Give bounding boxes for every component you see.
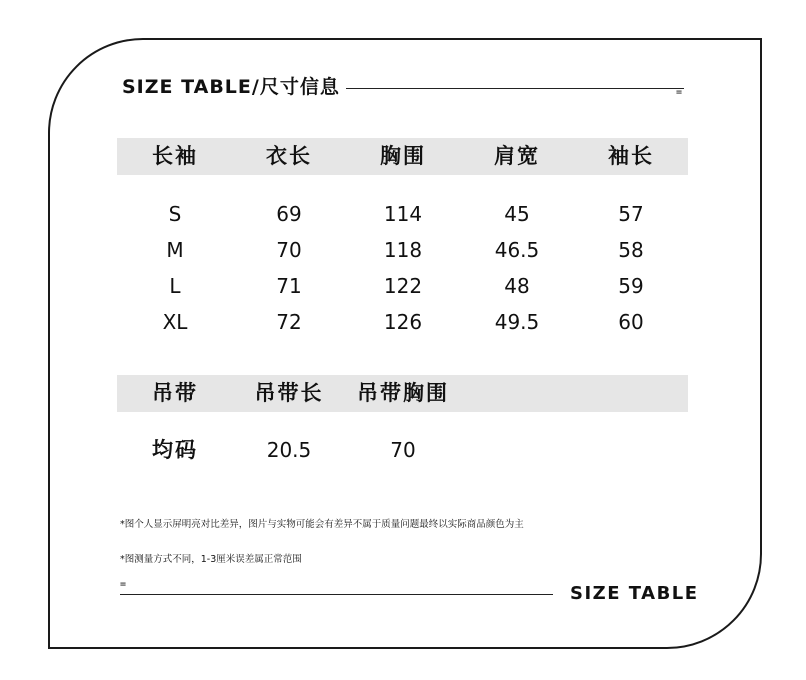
page-title: SIZE TABLE/尺寸信息: [122, 76, 340, 98]
value-cell: 126: [383, 310, 423, 334]
value-cell: 45: [504, 202, 530, 226]
size-cell: L: [169, 274, 181, 298]
value-cell: 59: [618, 274, 644, 298]
size-cell: XL: [162, 310, 188, 334]
value-cell: 122: [383, 274, 423, 298]
title-mark: =: [676, 87, 683, 98]
table2-header-cell: 吊带长: [254, 381, 324, 405]
value-cell: 57: [618, 202, 644, 226]
value-cell: 46.5: [494, 238, 540, 262]
value-cell: 48: [504, 274, 530, 298]
value-cell: 114: [383, 202, 423, 226]
value-cell: 69: [276, 202, 302, 226]
value-cell: 70: [276, 238, 302, 262]
table2-header-cell: 吊带胸围: [357, 381, 449, 405]
size-cell: S: [168, 202, 182, 226]
title-divider: [346, 88, 684, 89]
footer-mark: =: [120, 579, 127, 590]
table1-header-cell: 胸围: [380, 144, 426, 168]
value-cell: 20.5: [266, 438, 312, 462]
value-cell: 60: [618, 310, 644, 334]
value-cell: 49.5: [494, 310, 540, 334]
size-cell: 均码: [152, 438, 198, 462]
value-cell: 71: [276, 274, 302, 298]
note-display-difference: *图个人显示屏明亮对比差异，图片与实物可能会有差异不属于质量问题最终以实际商品颜色为主: [120, 519, 524, 530]
size-cell: M: [166, 238, 184, 262]
value-cell: 72: [276, 310, 302, 334]
value-cell: 118: [383, 238, 423, 262]
table2-header-cell: 吊带: [152, 381, 198, 405]
table1-header-cell: 袖长: [608, 144, 654, 168]
value-cell: 58: [618, 238, 644, 262]
table1-header-cell: 长袖: [152, 144, 198, 168]
table1-header-cell: 肩宽: [494, 144, 540, 168]
value-cell: 70: [390, 438, 416, 462]
table1-header-cell: 衣长: [266, 144, 312, 168]
note-measurement-tolerance: *图测量方式不同，1-3厘米误差属正常范围: [120, 554, 302, 565]
footer-divider: [120, 594, 553, 595]
footer-title: SIZE TABLE: [570, 583, 699, 604]
